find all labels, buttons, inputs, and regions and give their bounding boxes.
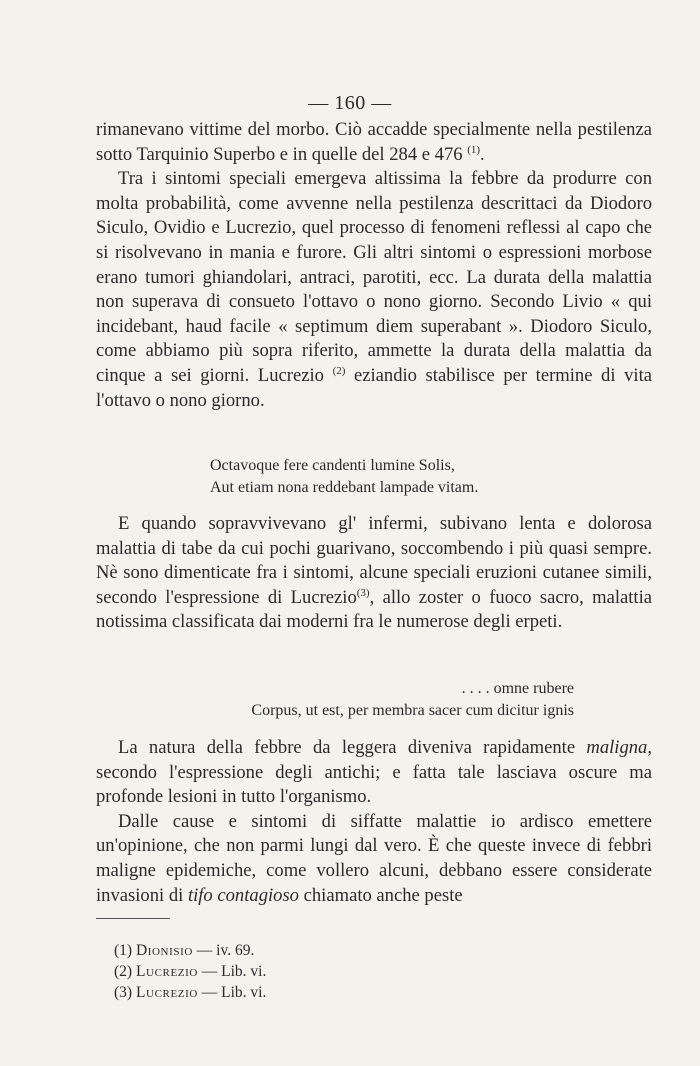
footnotes: [114, 940, 266, 1003]
body-text-bottom: [96, 736, 652, 908]
verse-line: Aut etiam nona reddebant lampade vitam.: [210, 479, 479, 496]
paragraph-text: La natura della febbre da leggera diveniva rapidamente: [118, 737, 587, 758]
emphasis-text: tifo contagioso: [187, 884, 299, 906]
footnote: [114, 961, 266, 982]
paragraph-text: chiamato anche peste: [298, 884, 463, 906]
paragraph-opinion: [96, 810, 652, 908]
footnote-author: Lucrezio: [135, 984, 198, 1001]
footnote: [114, 940, 266, 961]
emphasis-text: maligna: [586, 737, 648, 758]
paragraph-text: , allo zoster o fuoco sacro, malattia notissima classificata dai moderni fra le numerose degli erpeti.: [96, 586, 652, 633]
paragraph-text: eziandio stabilisce per termine di vita l'ottavo o nono giorno.: [96, 364, 652, 411]
footnote-ref: (3): [356, 586, 370, 599]
footnote-author: Dionisio: [135, 942, 193, 959]
footnote-number: (2): [114, 963, 133, 980]
verse-line: . . . . omne rubere: [461, 680, 574, 697]
footnote-divider: [96, 918, 170, 919]
footnote-ref: (2): [332, 364, 346, 377]
paragraph-text: Dalle cause e sintomi di siffatte malattie io ardisco emettere un'opinione, che non parmi lungi dal vero. È che queste invece di febbri maligne epidemiche, come vollero alcuni, debbano essere considerate invasioni di: [96, 810, 652, 906]
paragraph-text: Tra i sintomi speciali emergeva altissima la febbre da produrre con molta probabilità, come avvenne nella pestilenza descrittaci da Diodoro Siculo, Ovidio e Lucrezio, quel processo di fenomeni reflessi al capo che si risolvevano in mania e furore. Gli altri sintomi o espressioni morbose erano tumori ghiandolari, antraci, parotiti, ecc. La durata della malattia non superava di consueto l'ottavo o nono giorno. Secondo Livio « qui incidebant, haud facile « septimum diem superabant ». Diodoro Siculo, come abbiamo più sopra riferito, ammette la durata della malattia da cinque a sei giorni. Lucrezio: [96, 168, 652, 386]
body-text-top: [96, 118, 652, 413]
verse-quotation-1: [210, 455, 478, 499]
paragraph-punct: .: [480, 143, 485, 165]
footnote: [114, 982, 266, 1003]
footnote-reference: — iv. 69.: [192, 942, 255, 959]
verse-line: Corpus, ut est, per membra sacer cum dicitur ignis: [251, 702, 574, 719]
body-text-middle: [96, 512, 652, 635]
footnote-reference: — Lib. vi.: [197, 963, 267, 980]
paragraph-continuation: [96, 118, 652, 167]
paragraph-fever: [96, 736, 652, 810]
footnote-ref: (1): [467, 143, 481, 156]
footnote-author: Lucrezio: [135, 963, 198, 980]
paragraph-text: E quando sopravvivevano gl' infermi, subivano lenta e dolorosa malattia di tabe da cui pochi guarivano, soccombendo i più quasi sempre. Nè sono dimenticate fra i sintomi, alcune speciali eruzioni cutanee simili, secondo l'espressione di Lucrezio: [96, 513, 652, 608]
page-number: — 160 —: [308, 92, 392, 114]
paragraph-eruptions: [96, 512, 652, 635]
verse-line: Octavoque fere candenti lumine Solis,: [210, 457, 455, 474]
verse-quotation-2: [168, 678, 574, 722]
footnote-number: (3): [114, 984, 133, 1001]
paragraph-symptoms: [96, 167, 652, 413]
paragraph-text: , secondo l'espressione degli antichi; e fatta tale lasciava oscure ma profonde lesioni in tutto l'organismo.: [96, 737, 652, 808]
footnote-reference: — Lib. vi.: [197, 984, 267, 1001]
paragraph-line: rimanevano vittime del morbo. Ciò accadde specialmente nella: [96, 119, 572, 140]
footnote-number: (1): [114, 942, 133, 959]
paragraph-line: pestilenza sotto Tarquinio Superbo e in quelle del 284 e 476: [96, 119, 652, 165]
